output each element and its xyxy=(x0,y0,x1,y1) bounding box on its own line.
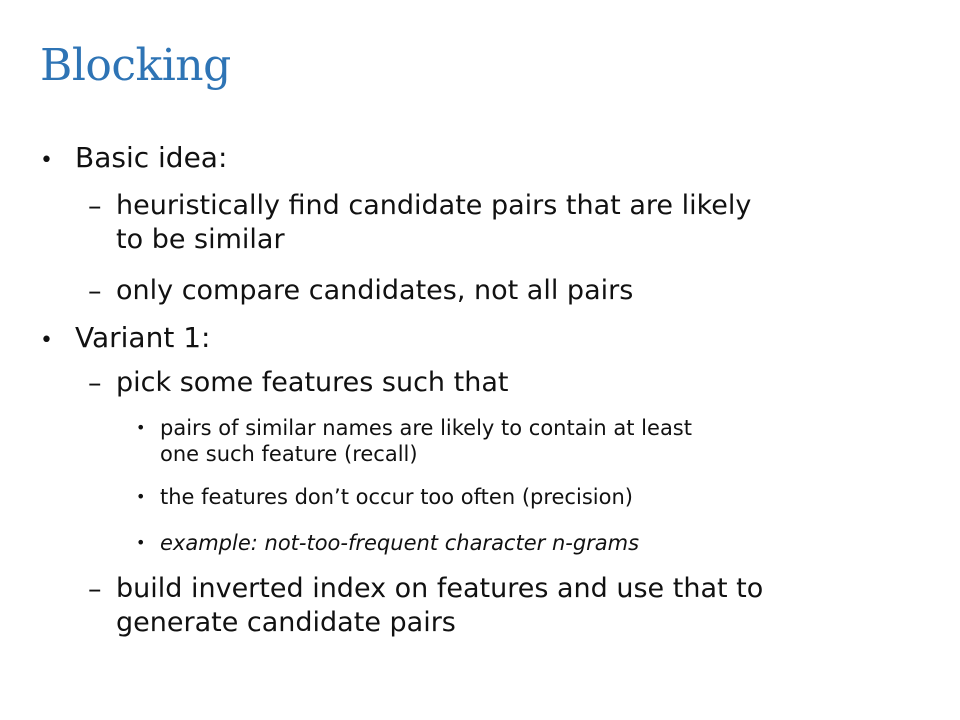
dash-marker: – xyxy=(88,574,102,605)
slide-title: Blocking xyxy=(40,40,231,91)
bullet-marker: • xyxy=(136,418,146,437)
sub-bullet-pick-features: pick some features such that xyxy=(116,367,509,398)
example-text: example: not-too-frequent character n-grams xyxy=(160,531,640,555)
sub-bullet-inverted-index-line2: generate candidate pairs xyxy=(116,607,456,638)
bullet-marker: • xyxy=(40,148,53,173)
bullet-variant-1: Variant 1: xyxy=(75,321,211,354)
subsub-bullet-recall-line1: pairs of similar names are likely to contain at least xyxy=(160,416,692,440)
subsub-bullet-precision: the features don’t occur too often (precision) xyxy=(160,485,633,509)
bullet-marker: • xyxy=(136,533,146,552)
bullet-basic-idea: Basic idea: xyxy=(75,141,228,174)
bullet-marker: • xyxy=(40,328,53,353)
bullet-marker: • xyxy=(136,487,146,506)
sub-bullet-heuristic-line1: heuristically find candidate pairs that are likely xyxy=(116,190,752,221)
dash-marker: – xyxy=(88,276,102,307)
sub-bullet-compare: only compare candidates, not all pairs xyxy=(116,275,634,306)
sub-bullet-heuristic-line2: to be similar xyxy=(116,224,285,255)
dash-marker: – xyxy=(88,368,102,399)
dash-marker: – xyxy=(88,191,102,222)
subsub-bullet-recall-line2: one such feature (recall) xyxy=(160,442,418,466)
subsub-bullet-example xyxy=(160,530,639,556)
sub-bullet-inverted-index-line1: build inverted index on features and use that to xyxy=(116,573,764,604)
